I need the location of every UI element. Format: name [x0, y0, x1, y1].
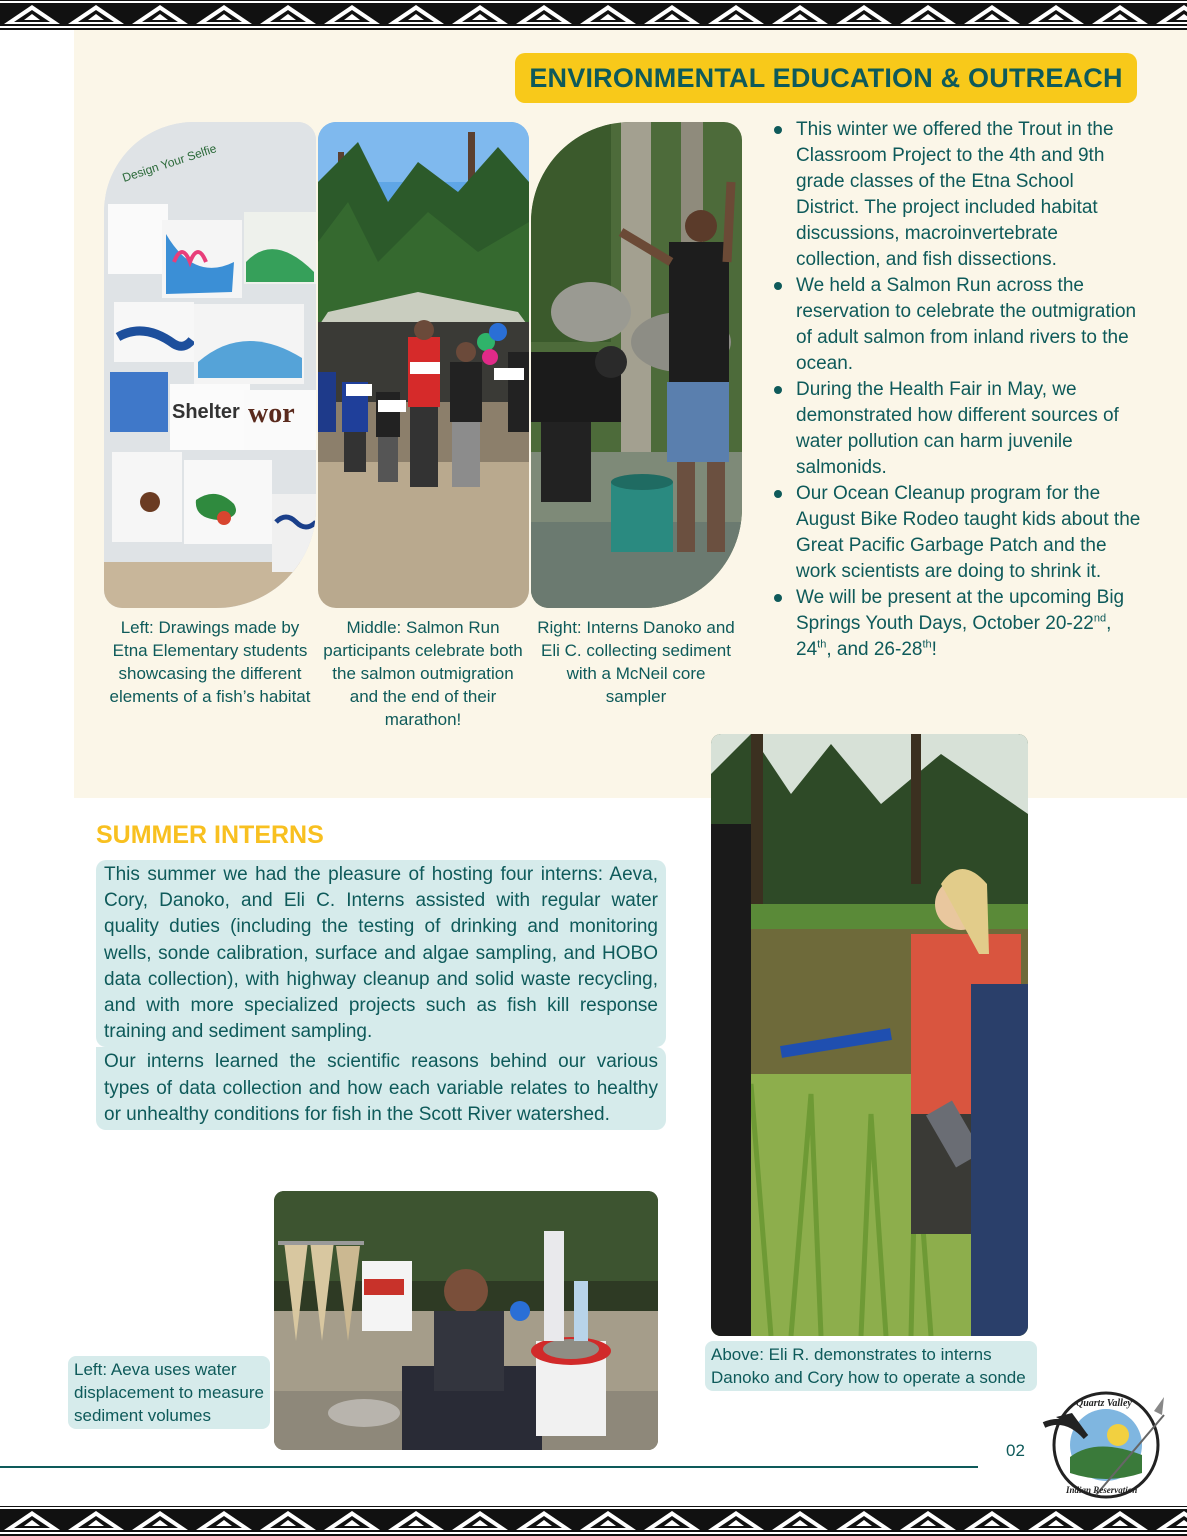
- summer-interns-body: [96, 860, 666, 1130]
- logo-text-bottom: Indian Reservation: [1066, 1485, 1138, 1495]
- photo-sonde-demonstration: [711, 734, 1028, 1336]
- page-number: 02: [1006, 1441, 1025, 1460]
- outreach-bullet-list: [770, 117, 1142, 663]
- bullet-item: This winter we offered the Trout in the Classroom Project to the 4th and 9th grade classes of the Etna School District. The project included habitat discussions, macroinvertebrate collection, and fish dissections.: [770, 117, 1142, 273]
- interns-paragraph: Our interns learned the scientific reasons behind our various types of data collection and how each variable relates to healthy or unhealthy conditions for fish in the Scott River watershed.: [96, 1047, 666, 1130]
- summer-interns-title: SUMMER INTERNS: [96, 821, 324, 849]
- caption-left-drawings: Left: Drawings made by Etna Elementary students showcasing the different elements of a fish’s habitat: [109, 618, 311, 706]
- footer-rule: [0, 1466, 978, 1468]
- svg-text:Design Your Selfie: Design Your Selfie: [120, 141, 219, 185]
- caption-aeva: Left: Aeva uses water displacement to measure sediment volumes: [68, 1356, 270, 1429]
- bullet-item: During the Health Fair in May, we demonstrated how different sources of water pollution can harm juvenile salmonids.: [770, 377, 1142, 481]
- bottom-border-pattern: [0, 1506, 1187, 1536]
- superscript: th: [817, 638, 827, 651]
- quartz-valley-logo: [1036, 1387, 1168, 1503]
- superscript: th: [922, 638, 932, 651]
- svg-text:wor: wor: [248, 398, 295, 429]
- bullet-item-youth-days: [770, 585, 1142, 663]
- youth-days-text: We will be present at the upcoming Big Springs Youth Days, October 20-22: [796, 587, 1125, 634]
- photo-salmon-run-group: [318, 122, 529, 608]
- photo-student-drawings: [104, 122, 316, 608]
- caption-middle-salmon-run: Middle: Salmon Run participants celebrate both the salmon outmigration and the end of their marathon!: [323, 618, 523, 729]
- youth-days-text: , 24: [796, 613, 1112, 660]
- top-border-pattern: [0, 0, 1187, 30]
- youth-days-text: , and 26-28: [826, 639, 923, 660]
- bullet-item: Our Ocean Cleanup program for the August Bike Rodeo taught kids about the Great Pacific Garbage Patch and the work scientists are doing to shrink it.: [770, 481, 1142, 585]
- youth-days-text: !: [931, 639, 937, 660]
- photo-sediment-collection: [531, 122, 742, 608]
- interns-paragraph: This summer we had the pleasure of hosting four interns: Aeva, Cory, Danoko, and Eli C. Interns assisted with regular water quality duties (including the testing of drinking and monitoring wells, sonde calibration, surface and algae sampling, and HOBO data collection), with highway cleanup and solid waste recycling, and with more specialized projects such as fish kill response training and sediment sampling.: [96, 860, 666, 1047]
- superscript: nd: [1093, 612, 1107, 625]
- caption-eli: Above: Eli R. demonstrates to interns Danoko and Cory how to operate a sonde: [705, 1341, 1037, 1391]
- photo-aeva-sediment-volume: [274, 1191, 658, 1450]
- section-title: ENVIRONMENTAL EDUCATION & OUTREACH: [515, 53, 1137, 103]
- caption-right-interns: Right: Interns Danoko and Eli C. collecting sediment with a McNeil core sampler: [537, 618, 735, 706]
- logo-text-top: Quartz Valley: [1076, 1398, 1132, 1409]
- bullet-item: We held a Salmon Run across the reservation to celebrate the outmigration of adult salmon from inland rivers to the ocean.: [770, 273, 1142, 377]
- svg-text:Shelter: Shelter: [172, 401, 240, 423]
